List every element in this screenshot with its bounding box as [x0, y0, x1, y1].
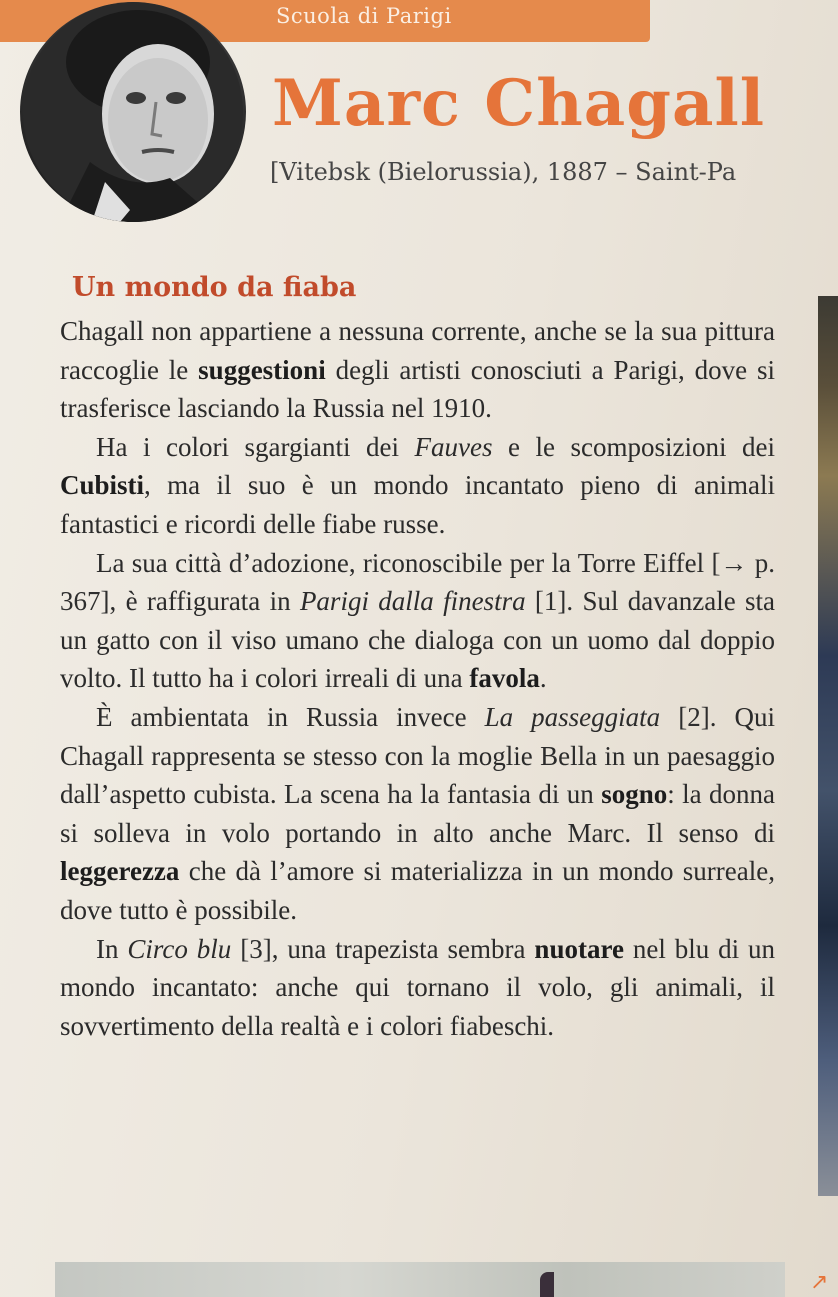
keyword-favola: favola	[469, 663, 540, 694]
section-label: Scuola di Parigi	[276, 4, 452, 28]
bottom-artwork-edge	[55, 1262, 785, 1297]
paragraph-5: In Circo blu [3], una trapezista sembra nuotare nel blu di un mondo incantato: anche qui tornano il volo, gli animali, il sovvertimento della realtà e i colori fiabeschi.	[60, 933, 776, 1041]
page-reference-link[interactable]: [→ p. 367]	[60, 547, 775, 617]
paragraph-1: Chagall non appartiene a nessuna corrente, anche se la sua pittura raccoglie le suggestioni degli artisti conosciuti a Parigi, dove si trasferisce lasciando la Russia nel 1910.	[60, 316, 775, 424]
keyword-cubisti: Cubisti	[60, 470, 145, 501]
paragraph-3: La sua città d’adozione, riconoscibile per la Torre Eiffel [→ p. 367], è raffigurata in Parigi dalla finestra [1]. Sul davanzale sta un gatto con il viso umano che dialoga con un uomo dal doppio volto. Il tutto ha i colori irreali di una favola.	[60, 547, 776, 694]
arrow-icon: ↗	[810, 1270, 829, 1295]
artist-portrait	[20, 2, 246, 222]
term-fauves: Fauves	[414, 431, 493, 462]
artist-dates: [Vitebsk (Bielorussia), 1887 – Saint-Pa	[270, 158, 737, 186]
keyword-nuotare: nuotare	[534, 933, 624, 964]
figure-ref-1: [1]	[534, 586, 567, 617]
paragraph-2: Ha i colori sgargianti dei Fauves e le scomposizioni dei Cubisti, ma il suo è un mondo incantato pieno di animali fantastici e ricordi delle fiabe russe.	[60, 431, 775, 539]
artist-name: Marc Chagall	[272, 66, 766, 141]
figure-ref-3: [3]	[240, 933, 272, 964]
body-text	[60, 312, 775, 1045]
artwork-title-circo-blu: Circo blu	[127, 933, 232, 964]
keyword-sogno: sogno	[601, 779, 668, 810]
paragraph-4: È ambientata in Russia invece La passeggiata [2]. Qui Chagall rappresenta se stesso con la moglie Bella in un paesaggio dall’aspetto cubista. La scena ha la fantasia di un sogno: la donna si solleva in volo portando in alto anche Marc. Il senso di leggerezza che dà l’amore si materializza in un mondo surreale, dove tutto è possibile.	[60, 701, 775, 925]
figure-ref-2: [2]	[678, 701, 710, 732]
artwork-title-parigi: Parigi dalla finestra	[299, 586, 526, 617]
section-heading: Un mondo da fiaba	[72, 272, 357, 303]
adjacent-artwork-edge	[818, 296, 838, 1196]
keyword-leggerezza: leggerezza	[60, 856, 180, 887]
artwork-detail	[540, 1272, 554, 1297]
artwork-title-passeggiata: La passeggiata	[484, 701, 661, 732]
keyword-suggestioni: suggestioni	[198, 354, 326, 385]
